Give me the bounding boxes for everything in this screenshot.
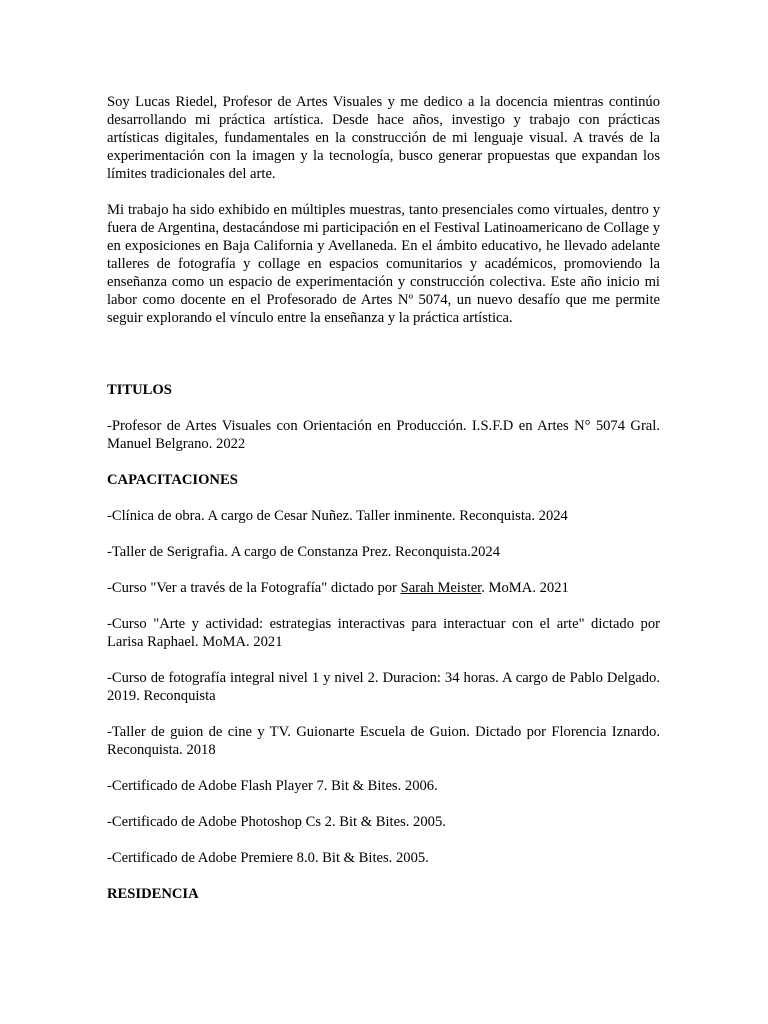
capacitacion-item: -Curso de fotografía integral nivel 1 y nivel 2. Duracion: 34 horas. A cargo de Pablo Delgado. 2019. Reconquista xyxy=(107,670,660,704)
bio-paragraph-2: Mi trabajo ha sido exhibido en múltiples muestras, tanto presenciales como virtuales, dentro y fuera de Argentina, destacándose mi participación en el Festival Latinoamericano de Collage y en exposiciones en Baja California y Avellaneda. En el ámbito educativo, he llevado adelante talleres de fotografía y collage en espacios comunitarios y académicos, promoviendo la enseñanza como un espacio de experimentación y construcción colectiva. Este año inicio mi labor como docente en el Profesorado de Artes Nº 5074, un nuevo desafío que me permite seguir explorando el vínculo entre la enseñanza y la práctica artística. xyxy=(107,202,660,326)
capacitaciones-heading: CAPACITACIONES xyxy=(107,472,238,488)
sarah-meister-link[interactable]: Sarah Meister xyxy=(400,580,482,596)
capacitacion-item: -Taller de guion de cine y TV. Guionarte Escuela de Guion. Dictado por Florencia Iznardo. Reconquista. 2018 xyxy=(107,724,660,758)
capacitacion-item: -Clínica de obra. A cargo de Cesar Nuñez. Taller inminente. Reconquista. 2024 xyxy=(107,508,568,524)
residencia-heading: RESIDENCIA xyxy=(107,886,199,902)
capacitacion-item xyxy=(107,579,660,597)
capacitacion-item: -Taller de Serigrafia. A cargo de Constanza Prez. Reconquista.2024 xyxy=(107,544,501,560)
capacitacion-item: -Curso "Arte y actividad: estrategias interactivas para interactuar con el arte" dictado por Larisa Raphael. MoMA. 2021 xyxy=(107,616,660,650)
titulo-item: -Profesor de Artes Visuales con Orientación en Producción. I.S.F.D en Artes N° 5074 Gral. Manuel Belgrano. 2022 xyxy=(107,418,660,452)
document-page xyxy=(107,93,660,903)
titulos-heading: TITULOS xyxy=(107,382,172,398)
bio-paragraph-1: Soy Lucas Riedel, Profesor de Artes Visuales y me dedico a la docencia mientras continúo desarrollando mi práctica artística. Desde hace años, investigo y trabajo con prácticas artísticas digitales, fundamentales en la construcción de mi lenguaje visual. A través de la experimentación con la imagen y la tecnología, busco generar propuestas que expandan los límites tradicionales del arte. xyxy=(107,94,660,182)
capacitacion-item-text: -Curso "Ver a través de la Fotografía" dictado por xyxy=(107,580,401,596)
capacitacion-item: -Certificado de Adobe Premiere 8.0. Bit & Bites. 2005. xyxy=(107,850,429,866)
capacitacion-item: -Certificado de Adobe Flash Player 7. Bit & Bites. 2006. xyxy=(107,778,438,794)
capacitacion-item: -Certificado de Adobe Photoshop Cs 2. Bit & Bites. 2005. xyxy=(107,814,446,830)
capacitacion-item-text: . MoMA. 2021 xyxy=(481,580,569,596)
